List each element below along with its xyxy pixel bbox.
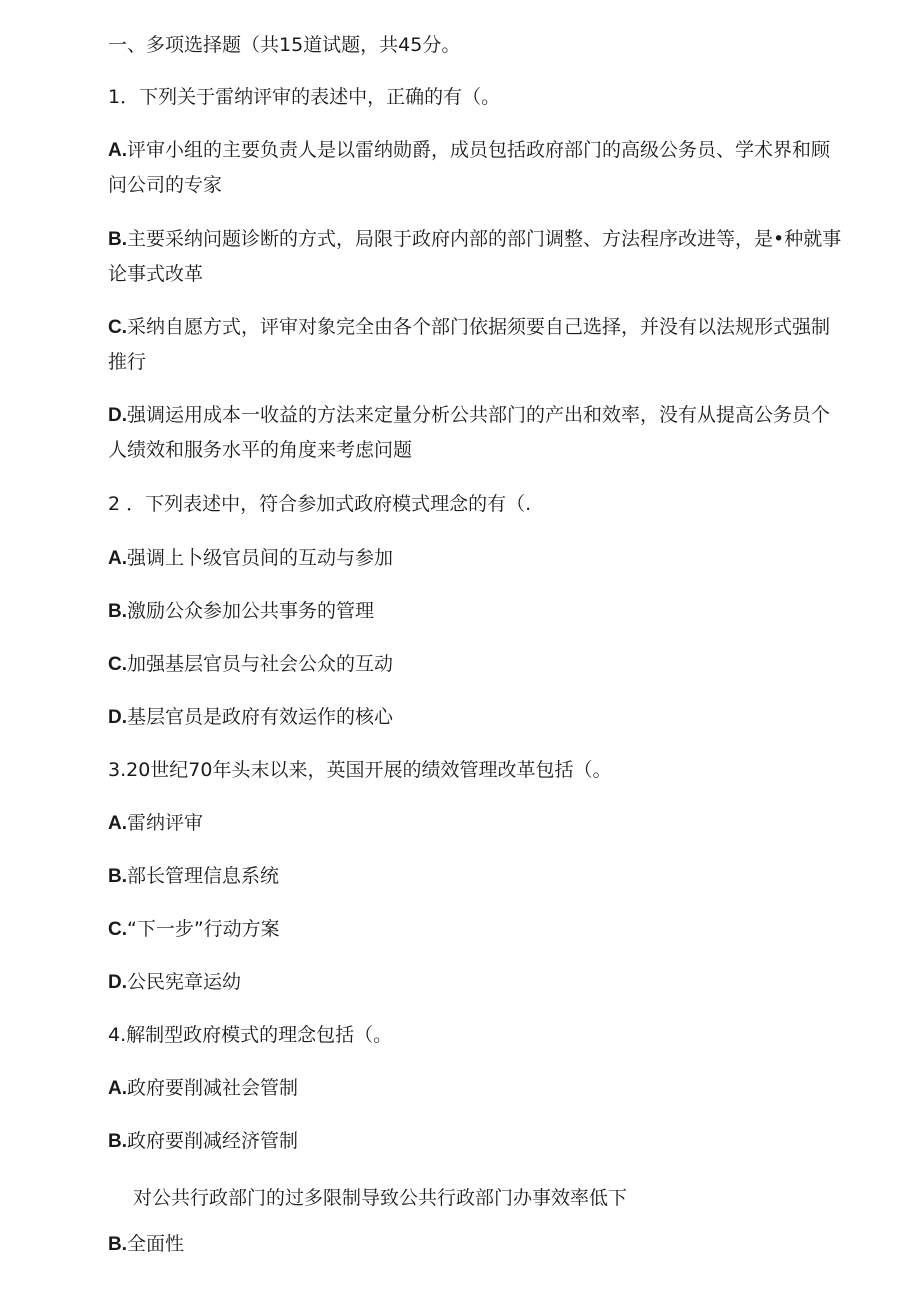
trailing-text: 对公共行政部门的过多限制导致公共行政部门办事效率低下 [133, 1187, 628, 1209]
question-1-option-b: B.主要采纳问题诊断的方式，局限于政府内部的部门调整、方法程序改进等，是•种就事论事式改革 [108, 228, 842, 285]
trailing-option-b: B.全面性 [108, 1233, 185, 1255]
question-3-stem: 3.20世纪70年头末以来，英国开展的绩效管理改革包括（。 [108, 759, 612, 781]
question-1-stem: 1．下列关于雷纳评审的表述中，正确的有（。 [108, 86, 501, 108]
question-2-option-c: C.加强基层官员与社会公众的互动 [108, 653, 394, 675]
question-3-option-a: A.雷纳评审 [108, 812, 204, 834]
section-title: 一、多项选择题（共15道试题，共45分。 [108, 34, 461, 56]
question-1-option-d: D.强调运用成本一收益的方法来定量分析公共部门的产出和效率，没有从提高公务员个人绩效和服务水平的角度来考虑问题 [108, 404, 831, 461]
question-4-option-a: A.政府要削减社会管制 [108, 1077, 299, 1099]
question-2-option-d: D.基层官员是政府有效运作的核心 [108, 706, 394, 728]
question-1-option-a: A.评审小组的主要负责人是以雷纳勋爵，成员包括政府部门的高级公务员、学术界和顾问公司的专家 [108, 139, 831, 196]
question-3-option-c: C.“下一步”行动方案 [108, 918, 280, 940]
question-1-option-c: C.采纳自愿方式，评审对象完全由各个部门依据须要自己选择，并没有以法规形式强制推行 [108, 316, 831, 373]
question-4-stem: 4.解制型政府模式的理念包括（。 [108, 1024, 393, 1046]
question-2-option-b: B.激励公众参加公共事务的管理 [108, 600, 375, 622]
question-2-option-a: A.强调上卜级官员间的互动与参加 [108, 547, 394, 569]
question-2-stem: 2 ．下列表述中，符合参加式政府模式理念的有（. [108, 493, 532, 515]
question-4-option-b: B.政府要削减经济管制 [108, 1130, 299, 1152]
question-3-option-b: B.部长管理信息系统 [108, 865, 280, 887]
question-3-option-d: D.公民宪章运幼 [108, 971, 242, 993]
